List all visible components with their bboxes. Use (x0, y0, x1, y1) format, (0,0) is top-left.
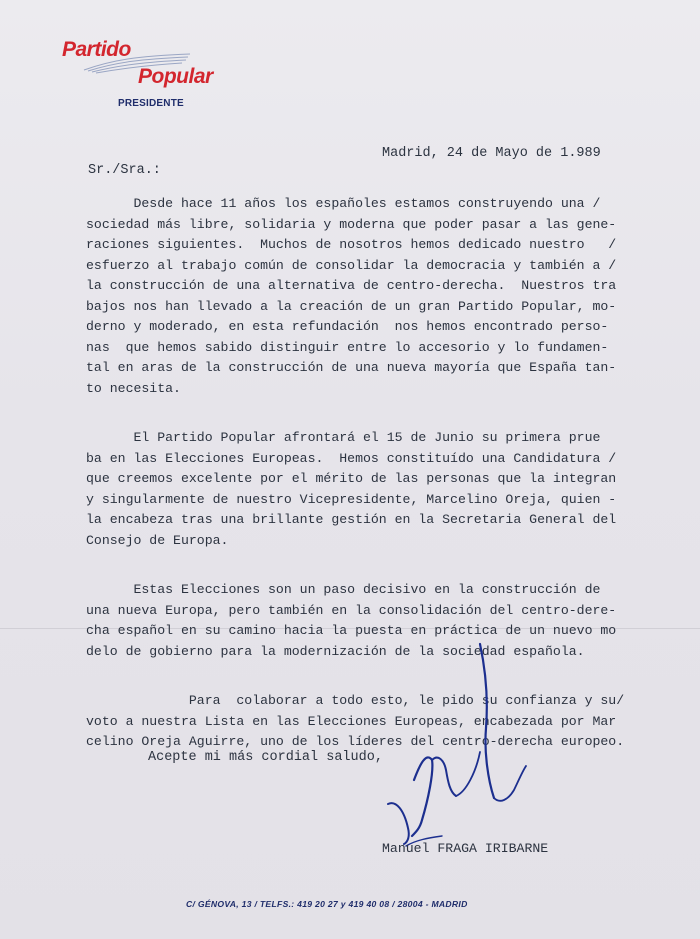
text-line: sociedad más libre, solidaria y moderna que poder pasar a las gene- (86, 216, 617, 232)
text-line: cha español en su camino hacia la puesta en práctica de un nuevo mo (86, 623, 617, 638)
text-line: celino Oreja Aguirre, uno de los líderes del centro-derecha europeo. (86, 734, 625, 749)
text-line: una nueva Europa, pero también en la consolidación del centro-dere- (86, 602, 617, 618)
text-line: Para colaborar a todo esto, le pido su confianza y su/ (86, 693, 625, 708)
text-line: que creemos excelente por el mérito de las personas que la integran (86, 471, 617, 486)
salutation: Sr./Sra.: (88, 163, 161, 178)
text-line: y singularmente de nuestro Vicepresidente, Marcelino Oreja, quien - (86, 491, 617, 507)
text-line: raciones siguientes. Muchos de nosotros hemos dedicado nuestro / (86, 237, 617, 252)
text-line: to necesita. (86, 380, 181, 396)
footer-address: C/ GÉNOVA, 13 / TELFS.: 419 20 27 y 419 40 08 / 28004 - MADRID (186, 899, 468, 909)
logo-word-popular: Popular (138, 65, 213, 88)
date-line: Madrid, 24 de Mayo de 1.989 (382, 146, 601, 161)
text-line: esfuerzo al trabajo común de consolidar la democracia y también a / (86, 257, 617, 273)
text-line: Estas Elecciones son un paso decisivo en la construcción de (86, 582, 601, 597)
text-line: nas que hemos sabido distinguir entre lo accesorio y lo fundamen- (86, 339, 609, 355)
text-line: El Partido Popular afrontará el 15 de Junio su primera prue (86, 430, 601, 445)
logo-word-partido: Partido (62, 38, 131, 61)
paragraph (86, 194, 668, 399)
party-logo (62, 38, 242, 98)
text-line: ba en las Elecciones Europeas. Hemos constituído una Candidatura / (86, 450, 617, 466)
signature-icon (376, 632, 536, 852)
text-line: voto a nuestra Lista en las Elecciones Europeas, encabezada por Mar (86, 713, 617, 729)
text-line: derno y moderado, en esta refundación nos hemos encontrado perso- (86, 319, 609, 334)
text-line: Consejo de Europa. (86, 532, 229, 548)
signer-name: Manuel FRAGA IRIBARNE (382, 841, 549, 856)
text-line: bajos nos han llevado a la creación de un gran Partido Popular, mo- (86, 298, 617, 314)
text-line: Desde hace 11 años los españoles estamos construyendo una / (86, 196, 601, 211)
letterhead-office: PRESIDENTE (118, 98, 184, 109)
text-line: la construcción de una alternativa de centro-derecha. Nuestros tra (86, 278, 617, 293)
text-line: la encabeza tras una brillante gestión en la Secretaria General del (86, 512, 617, 527)
text-line: tal en aras de la construcción de una nueva mayoría que España tan- (86, 360, 617, 375)
paragraph (86, 428, 668, 551)
text-line: delo de gobierno para la modernización de la sociedad española. (86, 643, 585, 659)
closing-line: Acepte mi más cordial saludo, (148, 750, 383, 765)
